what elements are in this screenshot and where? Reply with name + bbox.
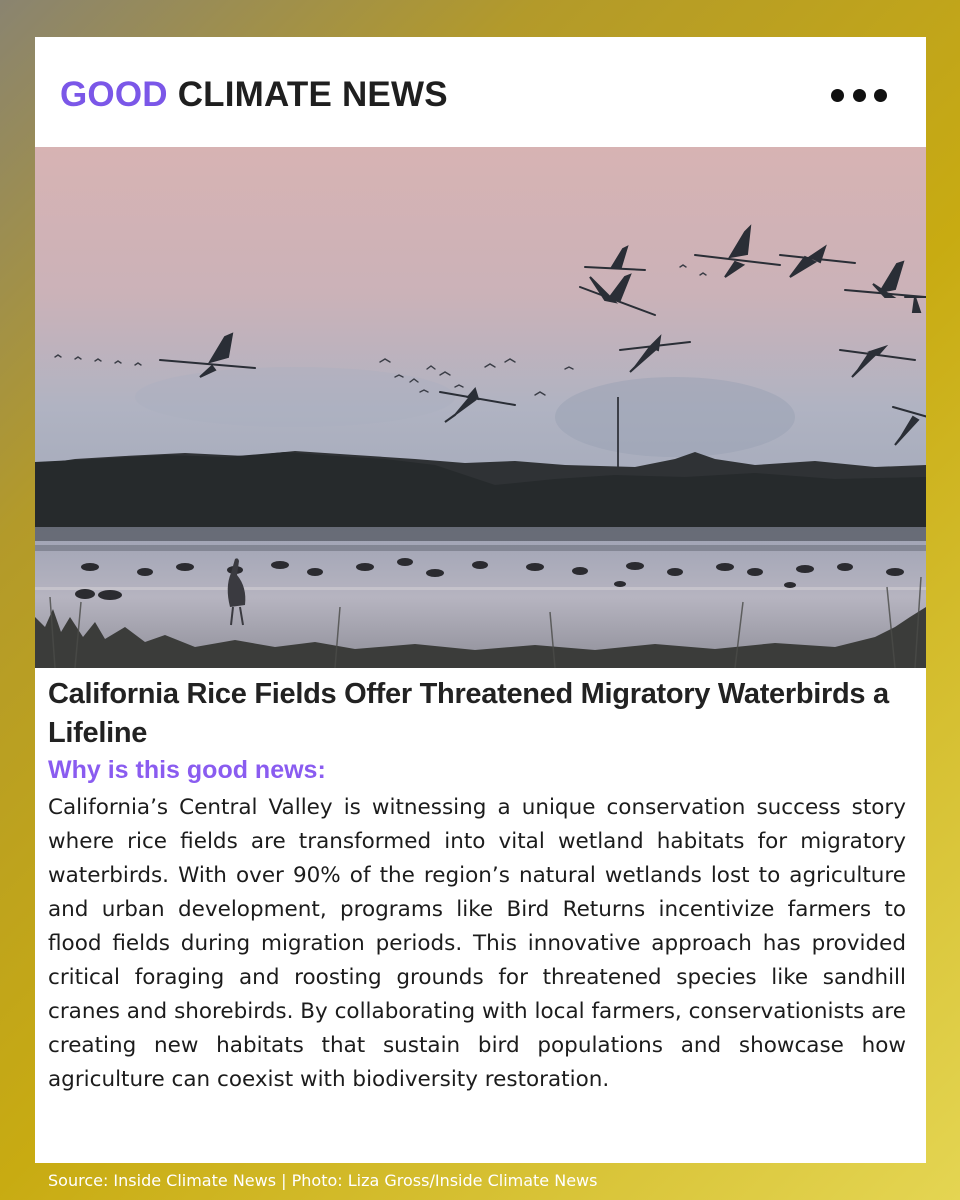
more-menu-button[interactable] bbox=[831, 87, 887, 103]
article-body: California’s Central Valley is witnessing a unique conservation success story where rice fields are transformed into vital wetland habitats for migratory waterbirds. With over 90% of the region’s natural wetlands lost to agriculture and urban development, programs like Bird Returns incentivize farmers to flood fields during migration periods. This innovative approach has provided critical foraging and roosting grounds for threatened species like sandhill cranes and shorebirds. By collaborating with local farmers, conservationists are creating new habitats that sustain bird populations and showcase how agriculture can coexist with biodiversity restoration. bbox=[48, 795, 906, 1092]
brand-title bbox=[60, 75, 448, 115]
brand-accent: GOOD bbox=[60, 75, 168, 114]
more-horizontal-icon bbox=[853, 89, 866, 102]
more-horizontal-icon bbox=[874, 89, 887, 102]
brand-rest: CLIMATE NEWS bbox=[177, 75, 448, 114]
more-horizontal-icon bbox=[831, 89, 844, 102]
header bbox=[35, 37, 926, 147]
article-subheading: Why is this good news: bbox=[48, 756, 326, 784]
post-card bbox=[35, 37, 926, 1163]
hero-photo bbox=[35, 147, 926, 668]
photo-credit: Source: Inside Climate News | Photo: Liza Gross/Inside Climate News bbox=[48, 1171, 598, 1190]
article-headline: California Rice Fields Offer Threatened Migratory Waterbirds a Lifeline bbox=[48, 678, 889, 749]
